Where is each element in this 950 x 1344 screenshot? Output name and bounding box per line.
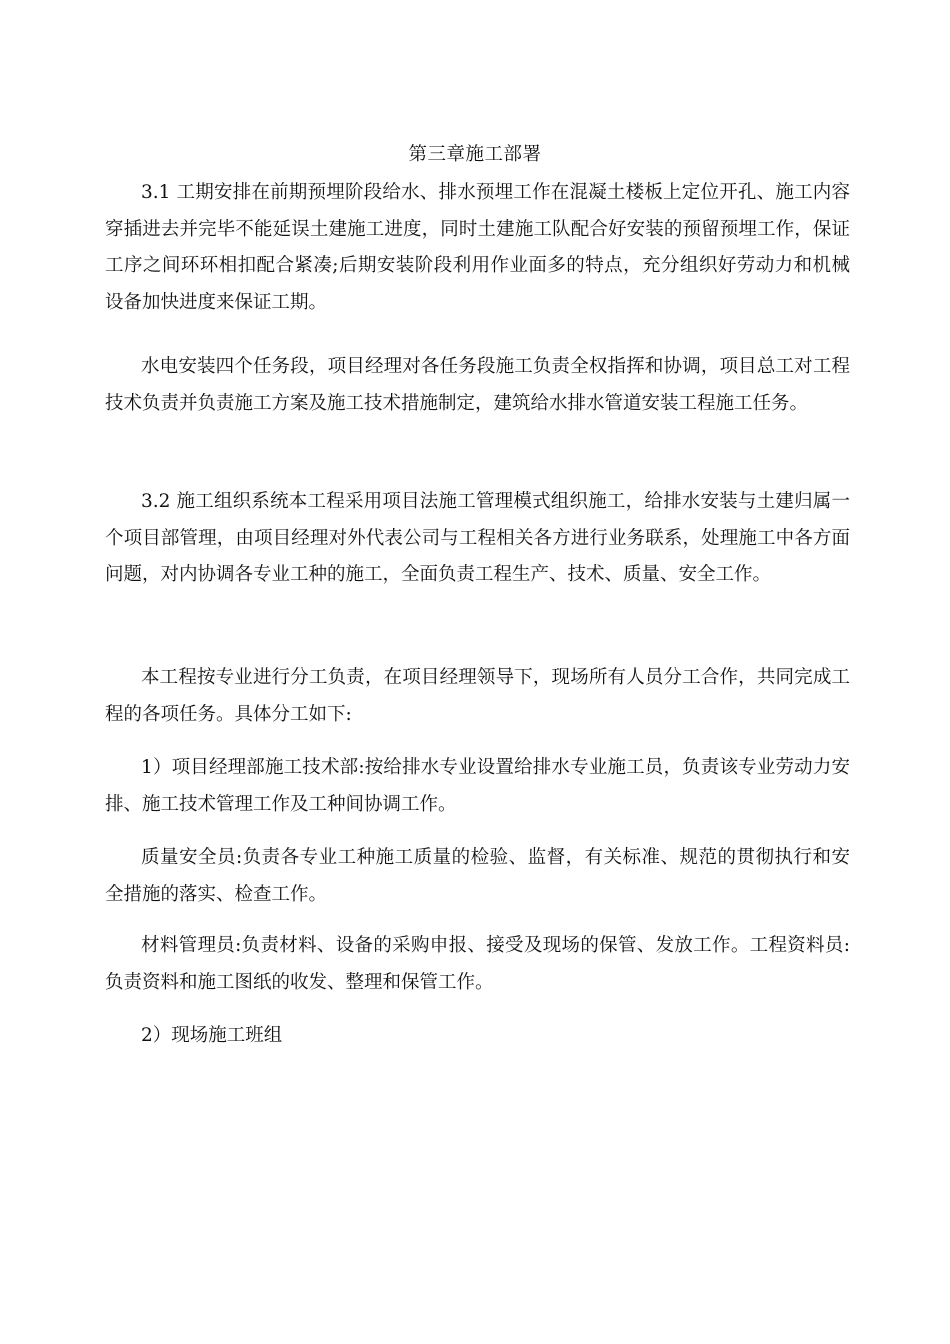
paragraph-schedule: 3.1 工期安排在前期预埋阶段给水、排水预埋工作在混凝土楼板上定位开孔、施工内容穿插进去并完毕不能延误土建施工进度，同时土建施工队配合好安装的预留预埋工作，保证工序之间环环相扣配合紧凑;后期安装阶段利用作业面多的特点，充分组织好劳动力和机械设备加快进度来保证工期。 <box>105 182 850 313</box>
paragraph-site-teams: 2）现场施工班组 <box>141 1025 283 1046</box>
chapter-title: 第三章施工部署 <box>408 144 542 165</box>
paragraph-technical-dept: 1）项目经理部施工技术部:按给排水专业设置给排水专业施工员，负责该专业劳动力安排、施工技术管理工作及工种间协调工作。 <box>105 757 850 815</box>
paragraph-task-sections: 水电安装四个任务段，项目经理对各任务段施工负责全权指挥和协调，项目总工对工程技术负责并负责施工方案及施工技术措施制定，建筑给水排水管道安装工程施工任务。 <box>105 356 850 414</box>
paragraph-division-of-labor: 本工程按专业进行分工负责，在项目经理领导下，现场所有人员分工合作，共同完成工程的各项任务。具体分工如下: <box>105 667 850 725</box>
paragraph-organization: 3.2 施工组织系统本工程采用项目法施工管理模式组织施工，给排水安装与土建归属一个项目部管理，由项目经理对外代表公司与工程相关各方进行业务联系，处理施工中各方面问题，对内协调各专业工种的施工，全面负责工程生产、技术、质量、安全工作。 <box>105 491 850 585</box>
paragraph-materials: 材料管理员:负责材料、设备的采购申报、接受及现场的保管、发放工作。工程资料员:负责资料和施工图纸的收发、整理和保管工作。 <box>105 935 850 993</box>
paragraph-quality-safety: 质量安全员:负责各专业工种施工质量的检验、监督，有关标准、规范的贯彻执行和安全措施的落实、检查工作。 <box>105 847 850 905</box>
